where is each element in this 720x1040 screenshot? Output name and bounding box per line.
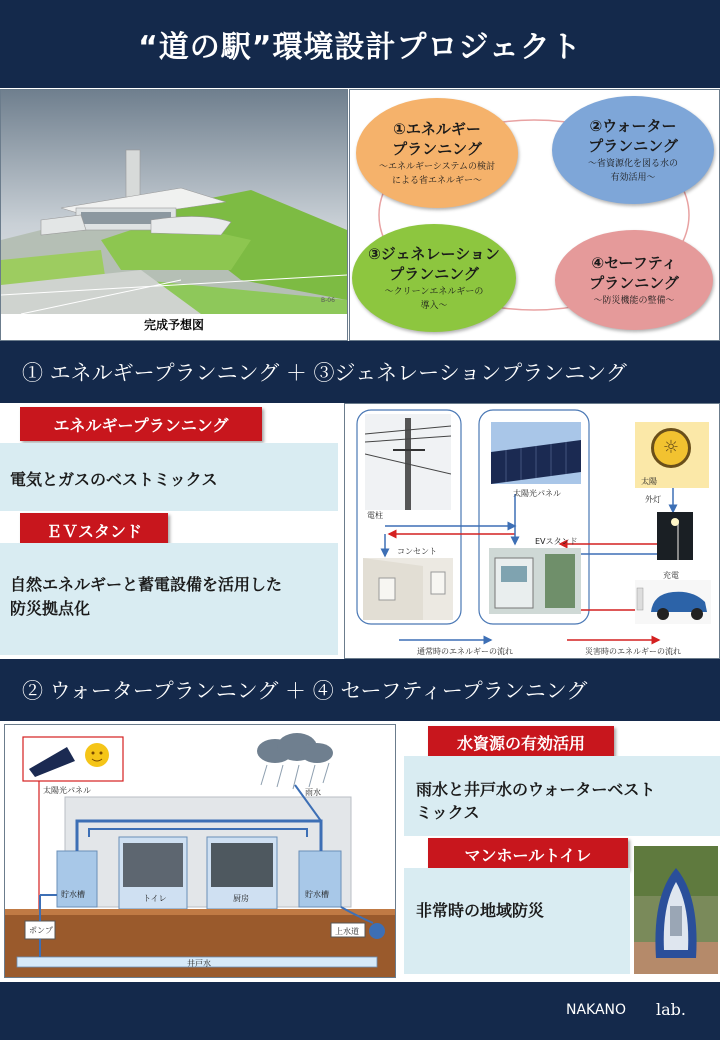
- sun-icon: ☼: [651, 428, 691, 468]
- toilet-label: トイレ: [143, 894, 167, 903]
- kitchen-label: 厨房: [233, 894, 249, 903]
- ev-stand-text-line2: 防災拠点化: [10, 599, 91, 618]
- rendering-panel: [0, 89, 348, 341]
- ev-stand-label: EVスタンド: [535, 537, 578, 546]
- ev-stand-image: [489, 548, 581, 614]
- footer-bar: [0, 982, 720, 1040]
- legend-normal-label: 通常時のエネルギーの流れ: [417, 647, 513, 656]
- charging-label: 充電: [663, 571, 679, 580]
- planning-generation: ③ジェネレーション プランニング ～クリーンエネルギーの 導入～: [352, 224, 516, 332]
- manhole-toilet-tag: マンホールトイレ: [428, 838, 628, 870]
- planning-energy: ①エネルギー プランニング ～エネルギーシステムの検討 による省エネルギー～: [356, 98, 518, 208]
- energy-flow-diagram: [344, 403, 720, 659]
- city-water-label: 上水道: [335, 927, 359, 936]
- section1-heading: ① エネルギープランニング ＋ ③ジェネレーションプランニング: [0, 341, 720, 403]
- street-light-image: [657, 512, 693, 560]
- planning-safety: ④セーフティ プランニング ～防災機能の整備～: [555, 230, 713, 330]
- footer-lab-name: NAKANO: [566, 1002, 627, 1018]
- tank-left-label: 貯水槽: [61, 890, 85, 899]
- outlet-image: [363, 558, 453, 620]
- sun-label: 太陽: [641, 477, 657, 486]
- rendering-code: B-06: [321, 297, 335, 304]
- manhole-toilet-image: [634, 846, 718, 974]
- utility-pole-label: 電柱: [367, 511, 383, 520]
- ev-car-image: [635, 580, 711, 624]
- ev-stand-text-line1: 自然エネルギーと蓄電設備を活用した: [10, 575, 283, 594]
- utility-pole-image: [365, 414, 451, 510]
- planning-water: ②ウォーター プランニング ～省資源化を図る水の 有効活用～: [552, 96, 714, 204]
- manhole-toilet-text-box: [404, 868, 630, 974]
- water-system-drawing: [5, 725, 395, 977]
- section2-heading: ② ウォータープランニング ＋ ④ セーフティープランニング: [0, 659, 720, 721]
- tank-right-label: 貯水槽: [305, 890, 329, 899]
- energy-planning-tag: エネルギープランニング: [20, 407, 262, 441]
- footer-lab-suffix: lab.: [656, 1000, 686, 1019]
- rain-label: 雨水: [305, 788, 321, 797]
- ev-stand-tag: ＥＶスタンド: [20, 513, 168, 547]
- manhole-toilet-text: 非常時の地域防災: [416, 901, 545, 920]
- water-resource-text-line1: 雨水と井戸水のウォーターベスト: [416, 780, 656, 799]
- rendering-caption: 完成予想図: [143, 318, 204, 332]
- building-rendering-image: [1, 90, 347, 314]
- solar-panel-image: [491, 422, 581, 484]
- pump-label: ポンプ: [29, 926, 53, 935]
- planning-diagram: [349, 89, 720, 341]
- well-water-label: 井戸水: [187, 959, 211, 968]
- water-resource-text-box: [404, 756, 720, 836]
- outlet-label: コンセント: [397, 547, 437, 556]
- water-resource-tag: 水資源の有効活用: [428, 726, 614, 758]
- page-title: “道の駅”環境設計プロジェクト: [0, 0, 720, 88]
- water-solar-panel-label: 太陽光パネル: [43, 786, 91, 795]
- water-system-diagram: [4, 724, 396, 978]
- ev-stand-text-box: [0, 543, 338, 655]
- legend-disaster-label: 災害時のエネルギーの流れ: [585, 647, 681, 656]
- water-resource-text-line2: ミックス: [416, 803, 480, 822]
- energy-planning-text: 電気とガスのベストミックス: [10, 470, 218, 489]
- street-light-label: 外灯: [645, 495, 661, 504]
- energy-planning-text-box: [0, 443, 338, 511]
- solar-panel-label: 太陽光パネル: [513, 489, 561, 498]
